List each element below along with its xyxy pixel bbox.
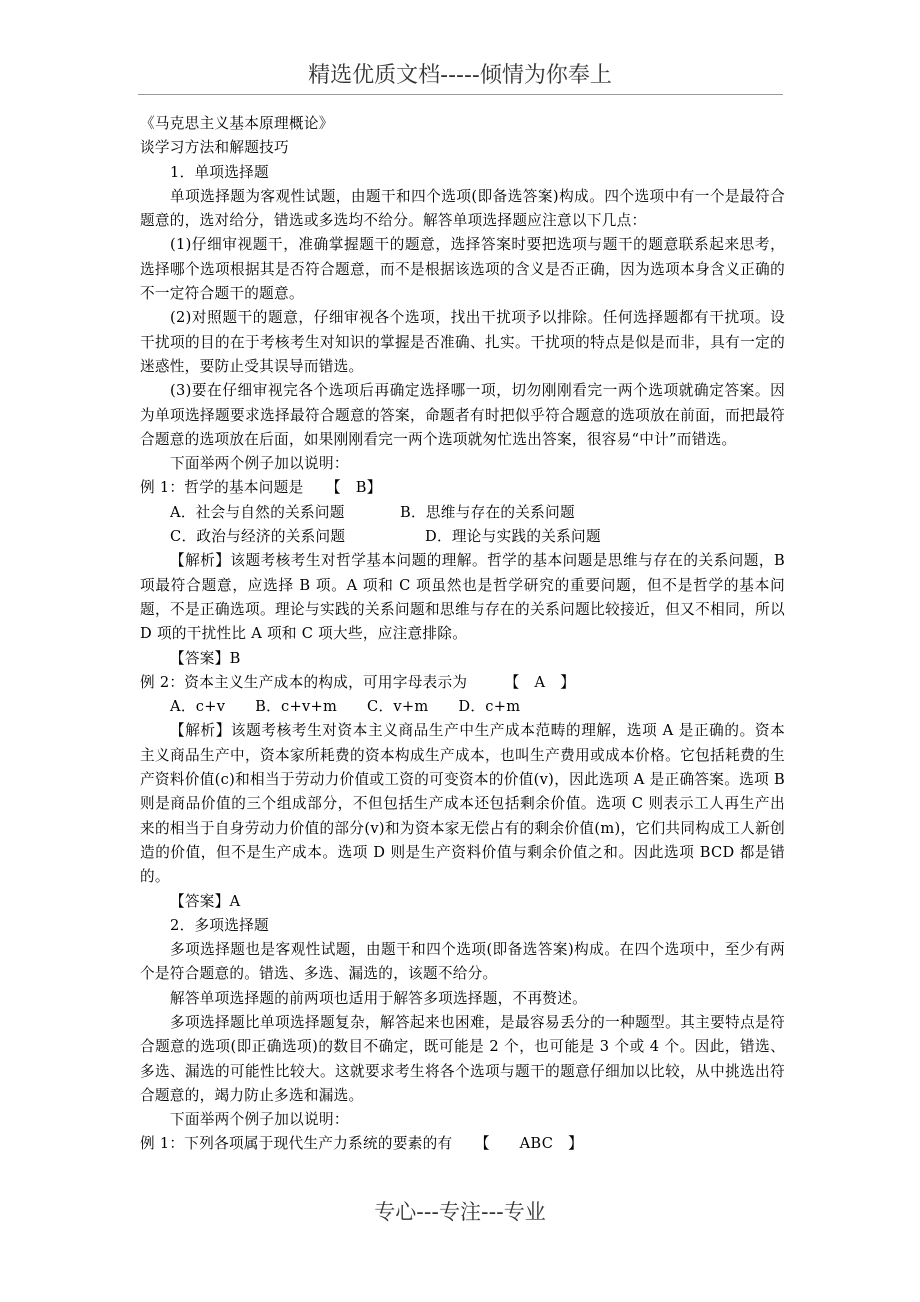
section-heading-single-choice: 1．单项选择题 <box>170 163 269 181</box>
option: A．社会与自然的关系问题 <box>170 503 345 521</box>
header-divider <box>138 94 783 95</box>
paragraph: (3)要在仔细审视完各个选项后再确定选择哪一项，切勿刚刚看完一两个选项就确定答案。因为单项选择题要求选择最符合题意的答案，命题者有时把似乎符合题意的选项放在前面，而把最符合题意的选项放在后面，如果刚刚看完一两个选项就匆忙选出答案，很容易“中计”而错选。 <box>140 382 785 448</box>
paragraph: 单项选择题为客观性试题，由题干和四个选项(即备选答案)构成。四个选项中有一个是最符合题意的，选对给分，错选或多选均不给分。解答单项选择题应注意以下几点： <box>140 187 785 230</box>
paragraph: 下面举两个例子加以说明： <box>170 1111 349 1129</box>
example-options-row <box>140 501 785 525</box>
example-answer: 【答案】B <box>170 649 241 667</box>
paragraph: 解答单项选择题的前两项也适用于解答多项选择题，不再赘述。 <box>170 989 588 1007</box>
example-answer: 【答案】A <box>170 892 241 910</box>
doc-subtitle: 谈学习方法和解题技巧 <box>140 139 289 157</box>
paragraph: (1)仔细审视题干，准确掌握题干的题意，选择答案时要把选项与题干的题意联系起来思考，选择哪个选项根据其是否符合题意，而不是根据该选项的含义是否正确，因为选项本身含义正确的不一定符合题干的题意。 <box>140 236 785 303</box>
paragraph: 多项选择题比单项选择题复杂，解答起来也困难，是最容易丢分的一种题型。其主要特点是符合题意的选项(即正确选项)的数目不确定，既可能是 2 个，也可能是 3 个或 4 个。因此，错选、多选、漏选的可能性比较大。这就要求考生将各个选项与题干的题意仔细加以比较，从中挑选出符合题意的，竭力防止多选和漏选。 <box>140 1013 785 1104</box>
example-analysis: 【解析】该题考核考生对资本主义商品生产中生产成本范畴的理解，选项 A 是正确的。资本主义商品生产中，资本家所耗费的资本构成生产成本，也叫生产费用或成本价格。它包括耗费的生产资料价值(c)和相当于劳动力价值或工资的可变资本的价值(v)，因此选项 A 是正确答案。选项 B 则是商品价值的三个组成部分，不但包括生产成本还包括剩余价值。选项 C 则表示工人再生产出来的相当于自身劳动力价值的部分(v)和为资本家无偿占有的剩余价值(m)，它们共同构成工人新创造的价值，但不是生产成本。选项 D 则是生产资料价值与剩余价值之和。因此选项 BCD 都是错的。 <box>140 722 785 886</box>
example-analysis: 【解析】该题考核考生对哲学基本问题的理解。哲学的基本问题是思维与存在的关系问题，B 项最符合题意，应选择 B 项。A 项和 C 项虽然也是哲学研究的重要问题，但不是哲学的基本问题，不是正确选项。理论与实践的关系问题和思维与存在的关系问题比较接近，但又不相同，所以 D 项的干扰性比 A 项和 C 项大些，应注意排除。 <box>140 552 785 643</box>
paragraph: (2)对照题干的题意，仔细审视各个选项，找出干扰项予以排除。任何选择题都有干扰项。设干扰项的目的在于考核考生对知识的掌握是否准确、扎实。干扰项的特点是似是而非，具有一定的迷惑性，要防止受其误导而错选。 <box>140 309 785 375</box>
example-question: 例 1：哲学的基本问题是 【 B】 <box>140 479 382 497</box>
page-header: 精选优质文档-----倾情为你奉上 <box>308 63 612 88</box>
example-question: 例 2：资本主义生产成本的构成，可用字母表示为 【 A 】 <box>140 673 576 691</box>
section-heading-multiple-choice: 2．多项选择题 <box>170 916 269 934</box>
option: C．政治与经济的关系问题 <box>170 528 346 546</box>
paragraph: 多项选择题也是客观性试题，由题干和四个选项(即备选答案)构成。在四个选项中，至少有两个是符合题意的。错选、多选、漏选的，该题不给分。 <box>140 941 785 983</box>
example-options-row <box>140 525 785 549</box>
doc-title: 《马克思主义基本原理概论》 <box>140 115 334 132</box>
option: D．理论与实践的关系问题 <box>425 528 601 546</box>
example-question: 例 1：下列各项属于现代生产力系统的要素的有 【 ABC 】 <box>140 1135 583 1153</box>
document-body <box>140 112 785 1157</box>
page-footer: 专心---专注---专业 <box>374 1200 546 1224</box>
example-options-row: A．c+v B．c+v+m C．v+m D．c+m <box>170 698 521 716</box>
paragraph: 下面举两个例子加以说明： <box>170 455 349 473</box>
option: B．思维与存在的关系问题 <box>400 503 575 521</box>
